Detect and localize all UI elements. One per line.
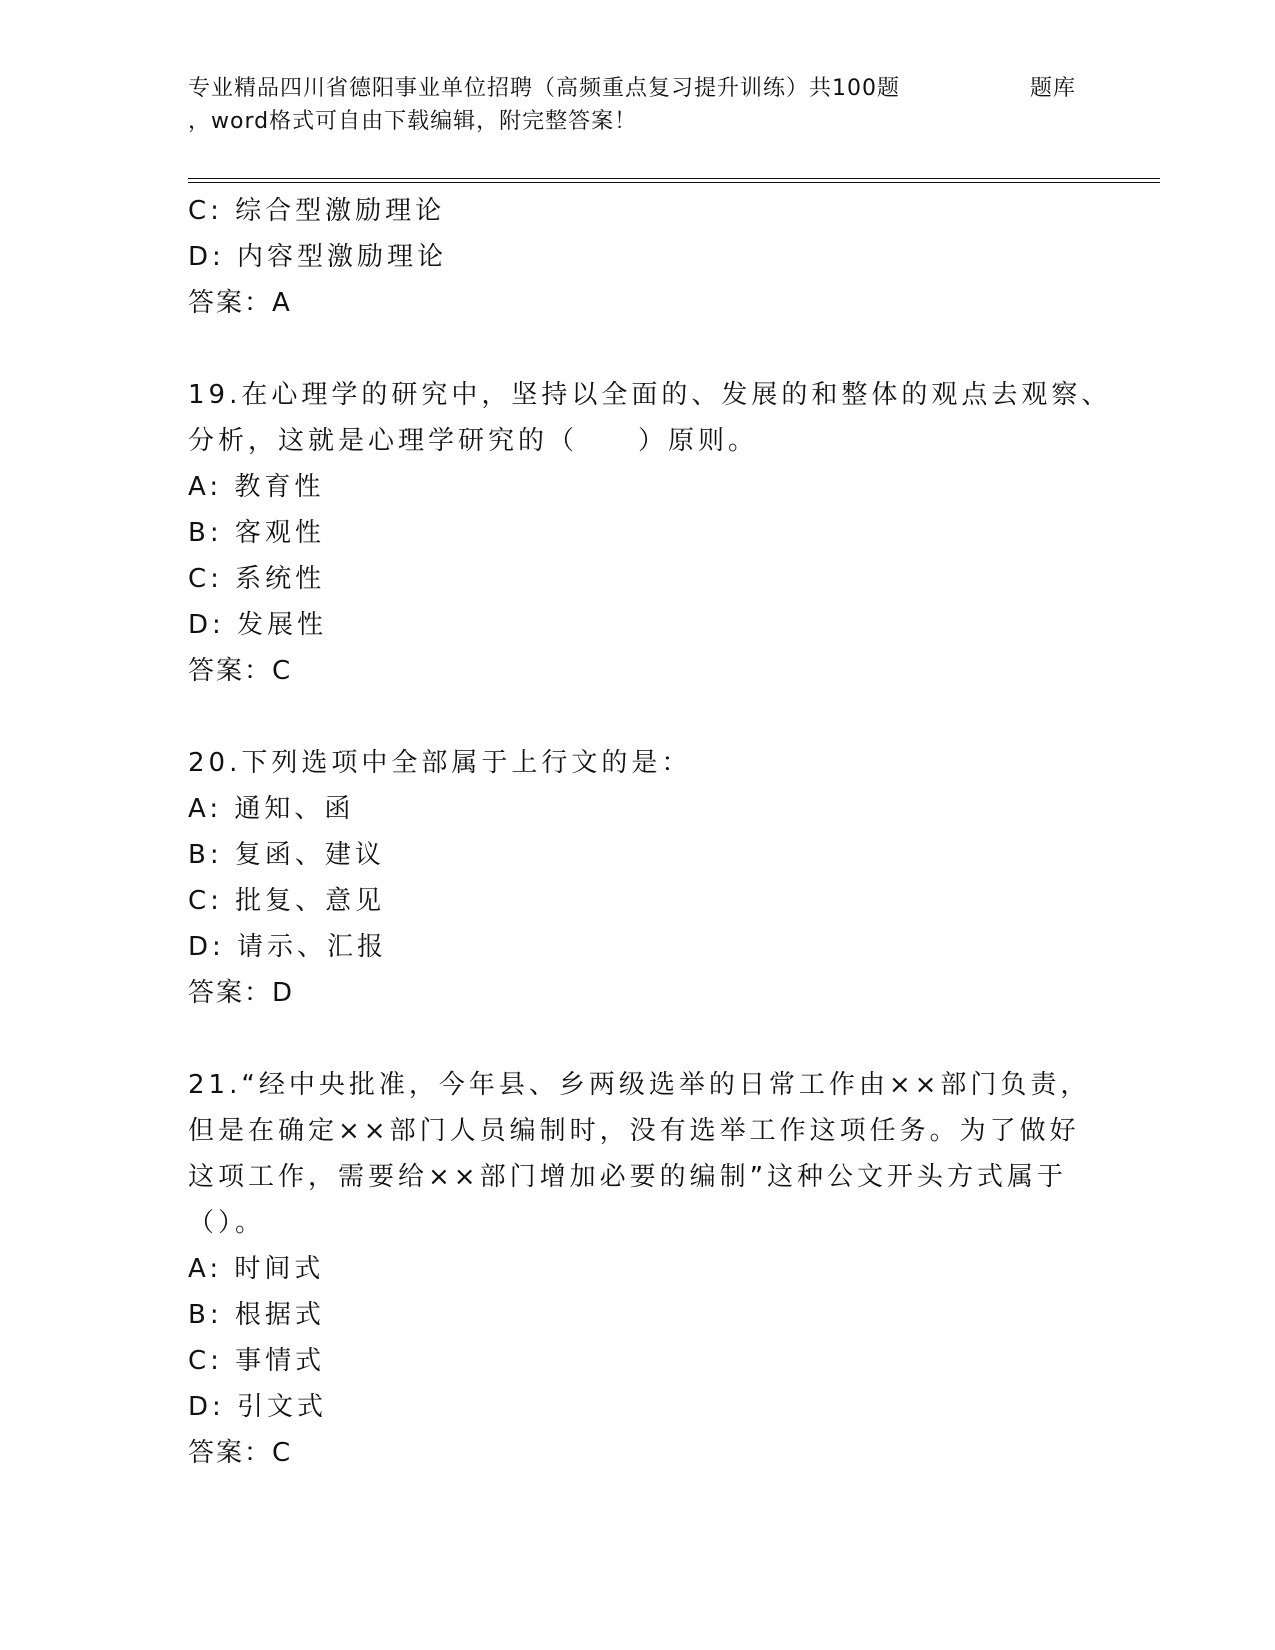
option-a: A: 时间式 [188, 1254, 325, 1284]
option-c: C: 综合型激励理论 [188, 196, 446, 226]
spacer [188, 326, 1088, 372]
option-c: C: 批复、意见 [188, 886, 386, 916]
header-title: 专业精品四川省德阳事业单位招聘（高频重点复习提升训练）共100题 [188, 76, 900, 101]
spacer [188, 694, 1088, 740]
question-text-line: （）。 [188, 1208, 266, 1238]
answer-line: 答案：D [188, 978, 295, 1008]
answer-line: 答案：A [188, 288, 292, 318]
question-text-line: 20.下列选项中全部属于上行文的是： [188, 748, 692, 778]
answer-line: 答案：C [188, 656, 293, 686]
question-20 [188, 740, 1088, 1016]
question-text-line: 但是在确定××部门人员编制时，没有选举工作这项任务。为了做好 [188, 1116, 1080, 1146]
option-a: A: 通知、函 [188, 794, 355, 824]
option-d: D: 发展性 [188, 610, 328, 640]
option-d: D: 内容型激励理论 [188, 242, 448, 272]
question-18-continued [188, 188, 1088, 326]
option-b: B: 根据式 [188, 1300, 325, 1330]
answer-line: 答案：C [188, 1438, 293, 1468]
question-text-line: 19.在心理学的研究中，坚持以全面的、发展的和整体的观点去观察、 [188, 380, 1112, 410]
option-c: C: 系统性 [188, 564, 326, 594]
option-c: C: 事情式 [188, 1346, 326, 1376]
question-19 [188, 372, 1112, 694]
header-divider-bottom [188, 182, 1160, 183]
question-text-line: 21.“经中央批准，今年县、乡两级选举的日常工作由××部门负责， [188, 1070, 1091, 1100]
question-content [188, 188, 1112, 1476]
option-d: D: 请示、汇报 [188, 932, 388, 962]
page-header [188, 72, 1158, 138]
option-a: A: 教育性 [188, 472, 325, 502]
option-b: B: 客观性 [188, 518, 325, 548]
header-divider-top [188, 178, 1160, 179]
question-text-line: 这项工作，需要给××部门增加必要的编制”这种公文开头方式属于 [188, 1162, 1068, 1192]
header-right-label: 题库 [1030, 76, 1077, 101]
header-line-1 [188, 72, 1158, 105]
spacer [188, 1016, 1088, 1062]
option-b: B: 复函、建议 [188, 840, 385, 870]
header-line-2: ，word格式可自由下载编辑，附完整答案！ [188, 109, 638, 134]
question-21 [188, 1062, 1091, 1476]
question-text-line: 分析，这就是心理学研究的（ ）原则。 [188, 426, 759, 456]
option-d: D: 引文式 [188, 1392, 328, 1422]
